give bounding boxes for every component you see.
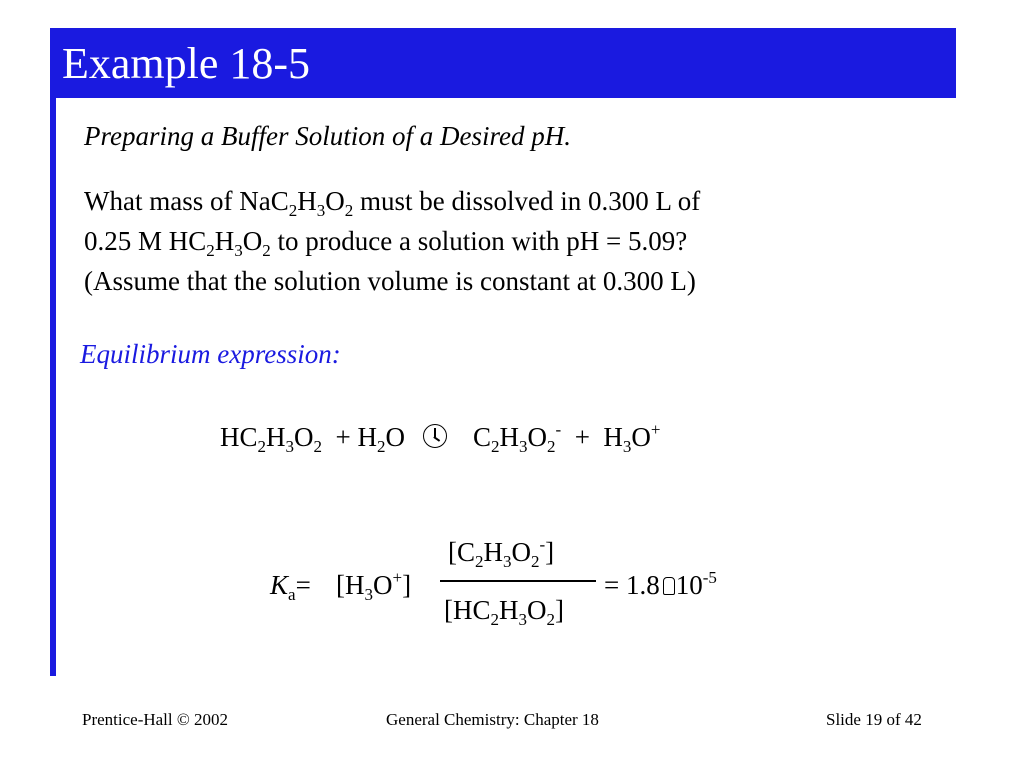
question-line-2: 0.25 M $HC_2H_3O_2$ to produce a solution with pH = 5.09? bbox=[84, 226, 688, 260]
ka-expression bbox=[270, 530, 790, 640]
footer-course: General Chemistry: Chapter 18 bbox=[386, 710, 599, 729]
ka-denominator: $[HC_2H_3O_2]$ bbox=[444, 595, 564, 629]
multiply-sign-icon bbox=[660, 574, 676, 596]
footer-slide-number: Slide 19 of 42 bbox=[826, 710, 922, 729]
question-line-1: What mass of $NaC_2H_3O_2$ must be dissolved in 0.300 L of bbox=[84, 186, 701, 220]
footer-publisher: Prentice-Hall © 2002 bbox=[82, 710, 229, 729]
fraction-bar bbox=[440, 580, 596, 582]
ka-value: = 1.8 $10^{-5}$ bbox=[604, 568, 717, 600]
reaction-equation: $HC_2H_3O_2 + H_2O$ $C_2H_3O_2^- + H_3O^+$ bbox=[220, 420, 661, 456]
equilibrium-arrow-icon bbox=[423, 424, 447, 448]
ka-symbol: $K_a=$ bbox=[270, 570, 311, 604]
question-text bbox=[84, 181, 904, 301]
ka-numerator: $[C_2H_3O_2^-]$ bbox=[448, 535, 555, 571]
ka-hydronium-term: $[H_3O^+]$ bbox=[336, 568, 412, 604]
slide-subtitle: Preparing a Buffer Solution of a Desired pH. bbox=[84, 121, 571, 151]
question-line-3: (Assume that the solution volume is constant at 0.300 L) bbox=[84, 266, 696, 296]
left-accent-bar bbox=[50, 28, 56, 676]
slide-title: Example 18-5 bbox=[62, 39, 311, 88]
equilibrium-label: Equilibrium expression: bbox=[80, 339, 341, 369]
